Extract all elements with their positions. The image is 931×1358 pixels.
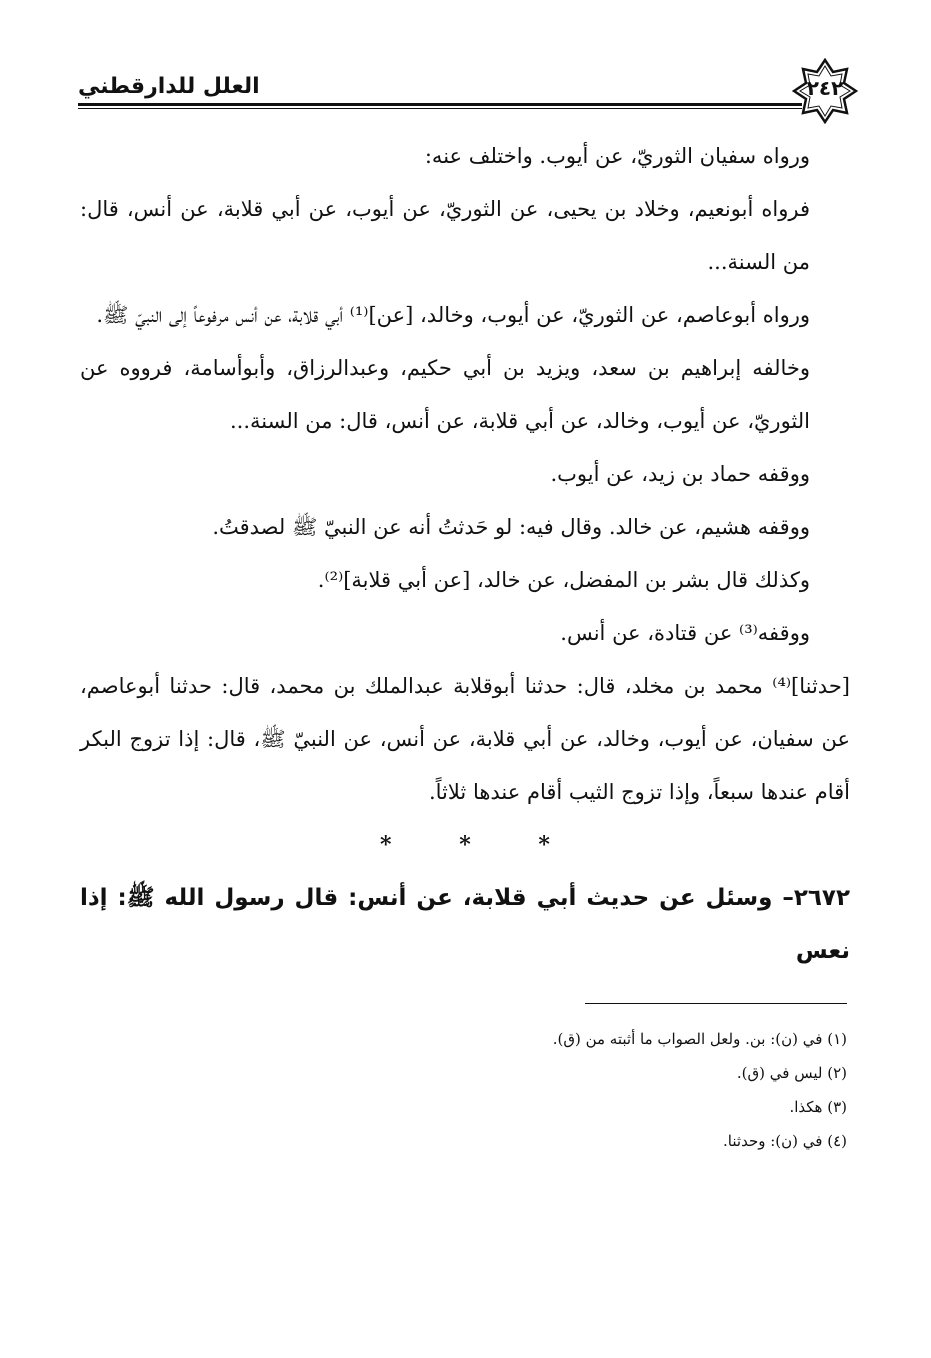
- separator-star: *: [459, 832, 471, 858]
- page-number-badge: [792, 58, 858, 124]
- section-separator: [80, 819, 850, 872]
- paragraph: فرواه أبونعيم، وخلاد بن يحيى، عن الثوريّ، عن أيوب، عن أبي قلابة، عن أنس، قال: من السنة...: [80, 197, 810, 274]
- paragraph: ووقفه هشيم، عن خالد. وقال فيه: لو حَدثتُ أنه عن النبيّ ﷺ لصدقتُ.: [212, 515, 810, 539]
- footnote: (٤) في (ن): وحدثنا.: [723, 1132, 847, 1150]
- footnotes: [87, 1022, 847, 1158]
- footnote: (٣) هكذا.: [789, 1098, 847, 1116]
- separator-star: *: [380, 832, 392, 858]
- paragraph: وخالفه إبراهيم بن سعد، ويزيد بن أبي حكيم، وعبدالرزاق، وأبوأسامة، فرووه عن الثوريّ، عن أيوب، وخالد، عن أبي قلابة، عن أنس، قال: من السنة...: [80, 356, 810, 433]
- paragraph: ووقفه⁽³⁾ عن قتادة، عن أنس.: [560, 621, 810, 645]
- running-title: العلل للدارقطني: [78, 74, 260, 99]
- separator-star: *: [538, 832, 550, 858]
- footnote: (٢) ليس في (ق).: [736, 1064, 847, 1082]
- main-text: [80, 130, 850, 978]
- page-number: ٢٤٢: [806, 76, 844, 100]
- page-header: [78, 58, 858, 120]
- paragraph: ورواه سفيان الثوريّ، عن أيوب. واختلف عنه:: [424, 144, 810, 168]
- entry-heading: ٢٦٧٢– وسئل عن حديث أبي قلابة، عن أنس: قال رسول الله ﷺ: إذا نعس: [80, 885, 850, 964]
- footnote: (١) في (ن): بن. ولعل الصواب ما أثبته من (ق).: [552, 1030, 847, 1048]
- paragraph: وكذلك قال بشر بن المفضل، عن خالد، [عن أبي قلابة]⁽²⁾.: [317, 568, 810, 592]
- header-rule-thin: [78, 108, 802, 109]
- paragraph: [حدثنا]⁽⁴⁾ محمد بن مخلد، قال: حدثنا أبوقلابة عبدالملك بن محمد، قال: حدثنا أبوعاصم، عن سفيان، عن أيوب، وخالد، عن أبي قلابة، عن أنس، عن النبيّ ﷺ، قال: إذا تزوج البكر أقام عندها سبعاً، وإذا تزوج الثيب أقام عندها ثلاثاً.: [80, 674, 850, 804]
- paragraph: ووقفه حماد بن زيد، عن أيوب.: [550, 462, 810, 486]
- header-rule: [78, 103, 802, 106]
- paragraph: ورواه أبوعاصم، عن الثوريّ، عن أيوب، وخالد، [عن]⁽¹⁾ أبي قلابة، عن أنس مرفوعاً إلى النبيّ ﷺ.: [96, 303, 810, 327]
- footnote-separator: [585, 1003, 847, 1004]
